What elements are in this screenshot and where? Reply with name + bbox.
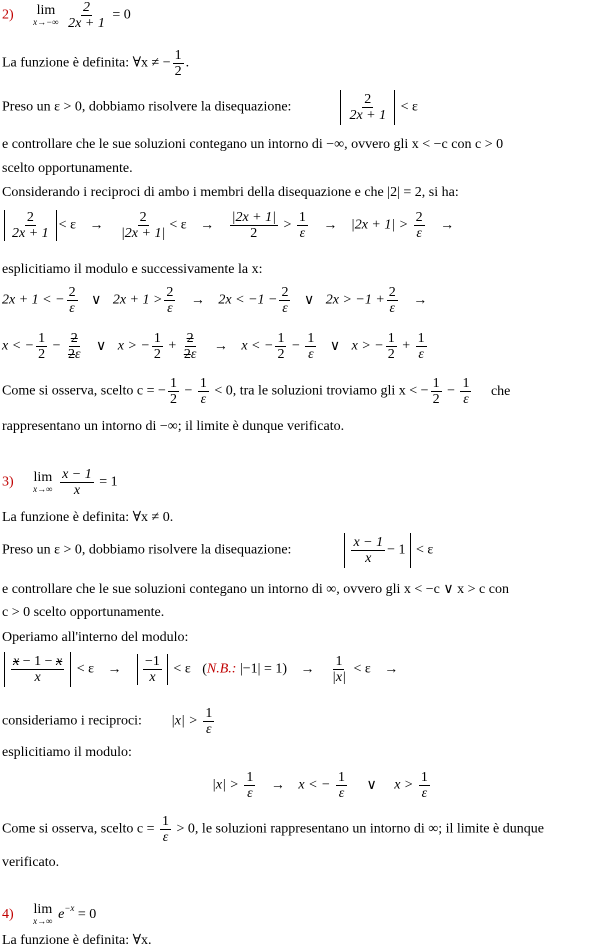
chain-2: 2x + 1 < − $\frac{2}{\varepsilon}$ ∨ 2x + 1 > $\frac{2}{\varepsilon}$ → 2x < −1 − $\frac{2}{\varepsilon}$ ∨ 2x > −1 + $\frac{2}{\varepsilon}$ → [2,285,428,316]
operiamo-line: Operiamo all'interno del modulo: [2,630,189,645]
controllare-line-3: e controllare che le sue soluzioni contegano un intorno di ∞, ovvero gli x < −c ∨ x > c con [2,582,509,597]
come-si-osserva-line: Come si osserva, scelto c = − $\frac{1}{2}$ − $\frac{1}{\varepsilon}$ < 0, tra le soluzioni troviamo gli x < − $\frac{1}{2}$ − $\frac{1}{\varepsilon}$ che [2,376,511,407]
limit-3-heading: 3) lim x→∞ $\frac{x - 1}{x}$ = 1 [2,467,118,498]
domain-line-3: La funzione è definita: ∀x ≠ 0. [2,510,174,525]
preso-line-3: Preso un ε > 0, dobbiamo risolvere la disequazione: $\frac{x - 1}{x}$ − 1 < ε [2,535,434,566]
fraction: $\frac{2}{2x + 1}$ [68,0,105,31]
domain-line-4: La funzione è definita: ∀x. [2,933,152,948]
scelto-line: scelto opportunamente. [2,161,133,176]
reciproci-line: consideriamo i reciproci: |x| > $\frac{1}{\varepsilon}$ [2,706,213,737]
preso-line: Preso un ε > 0, dobbiamo risolvere la disequazione: $\frac{2}{2x + 1}$ < ε [2,92,418,123]
limit-2-heading: 2) lim x→−∞ $\frac{2}{2x + 1}$ = 0 [2,0,131,31]
chain-4: $\frac{x - 1 - x}{x}$ < ε → $\frac{-1}{x}$ < ε (N.B.: |−1| = 1) → $\frac{1}{|x|}$ < ε → [2,652,408,687]
chain-3: x < − $\frac{1}{2}$ − $\frac{2}{2\varepsilon}$ ∨ x > − $\frac{1}{2}$ + $\frac{2}{2\varepsilon}$ → x < − $\frac{1}{2}$ − $\frac{1}{\varepsilon}$ ∨ x > − $\frac{1}{2}$ + $\frac{1}{\varepsilon}$ [2,331,425,362]
nb-note: N.B.: [206,661,237,677]
esplicitiamo-line: esplicitiamo il modulo e successivamente la x: [2,262,263,277]
chain-1: $\frac{2}{2x + 1}$ < ε → $\frac{2}{|2x + 1|}$ < ε → $\frac{|2x + 1|}{2}$ > $\frac{1}{\varepsilon}$ → |2x + 1| > $\frac{2}{\varepsilon}$ → [2,210,464,241]
domain-line: La funzione è definita: ∀x ≠ − $\frac{1}{2}$ . [2,48,190,79]
limit-4-heading: 4) lim x→∞ $e^{-x} = 0$ [2,902,97,927]
chain-5: |x| > $\frac{1}{\varepsilon}$ → x < − $\frac{1}{\varepsilon}$ ∨ x > $\frac{1}{\varepsilon}$ [212,770,428,801]
scelto-line-3: c > 0 scelto opportunamente. [2,605,165,620]
verificato-line: verificato. [2,855,60,870]
esplicitiamo-line-3: esplicitiamo il modulo: [2,745,132,760]
come-si-osserva-line-3: Come si osserva, scelto c = $\frac{1}{\varepsilon}$ > 0, le soluzioni rappresentano un intorno di ∞; il limite è dunque [2,814,544,845]
controllare-line: e controllare che le sue soluzioni contegano un intorno di −∞, ovvero gli x < −c con c > 0 [2,137,504,152]
lim-operator: lim x→−∞ [33,3,59,27]
considerando-line: Considerando i reciproci di ambo i membri della disequazione e che |2| = 2, si ha: [2,185,459,200]
exercise-number: 2) [2,7,14,23]
rappresentano-line: rappresentano un intorno di −∞; il limite è dunque verificato. [2,419,345,434]
